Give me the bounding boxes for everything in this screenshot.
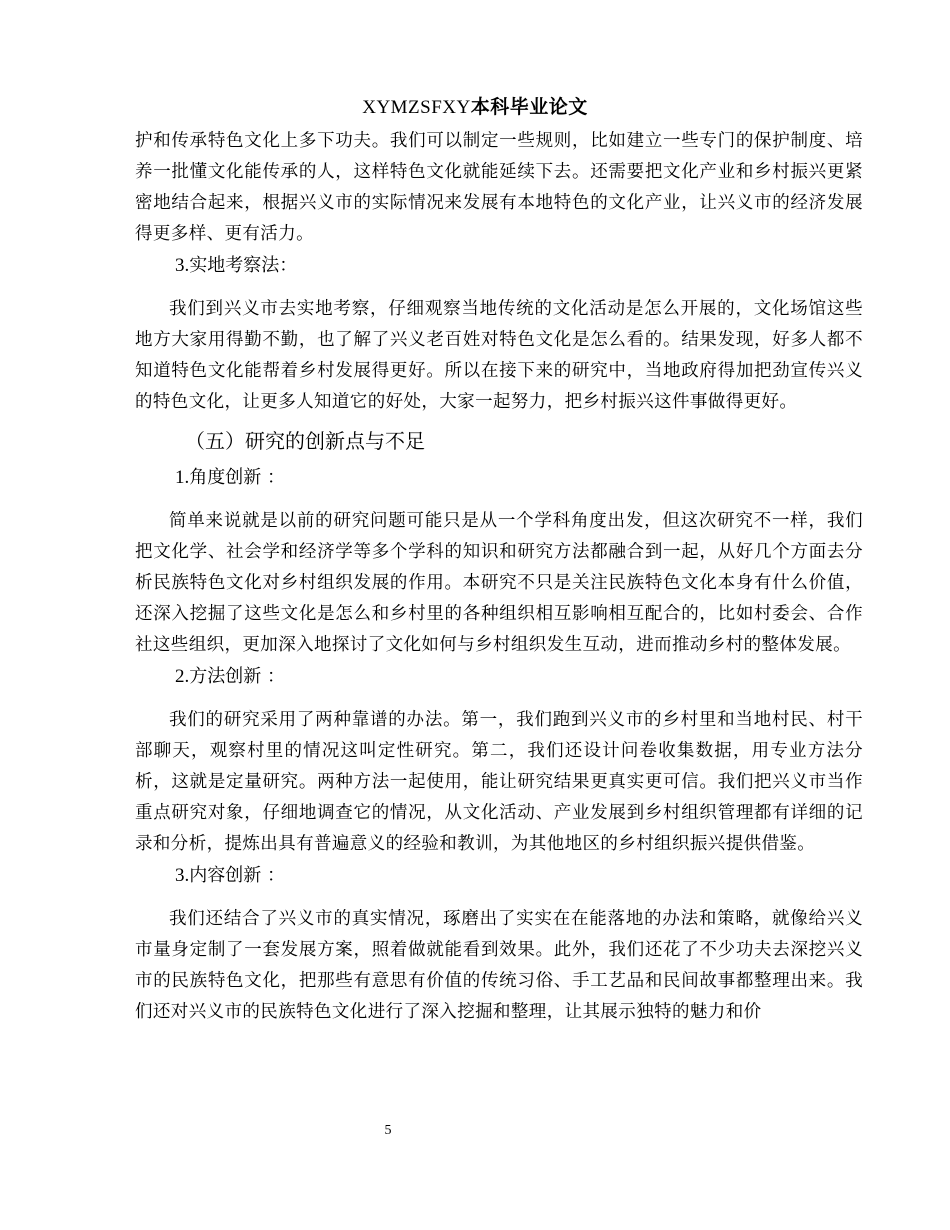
content-title: 内容创新 ： <box>189 865 285 886</box>
field-study-paragraph: 我们到兴义市去实地考察，仔细观察当地传统的文化活动是怎么开展的，文化场馆这些地方大家用得勤不勤，也了解了兴义老百姓对特色文化是怎么看的。结果发现，好多人都不知道特色文化能帮着乡村发展得更好。所以在接下来的研究中，当地政府得加把劲宣传兴义的特色文化，让更多人知道它的好处，大家一起努力，把乡村振兴这件事做得更好。 <box>135 299 863 412</box>
field-study-title: 实地考察法： <box>189 255 298 276</box>
method-paragraph: 我们的研究采用了两种靠谱的办法。第一，我们跑到兴义市的乡村里和当地村民、村干部聊天，观察村里的情况这叫定性研究。第二，我们还设计问卷收集数据，用专业方法分析，这就是定量研究。两种方法一起使用，能让研究结果更真实更可信。我们把兴义市当作重点研究对象，仔细地调查它的情况，从文化活动、产业发展到乡村组织管理都有详细的记录和分析，提炼出具有普遍意义的经验和教训，为其他地区的乡村组织振兴提供借鉴。 <box>135 710 863 854</box>
header-title: 本科毕业论文 <box>470 96 588 118</box>
content-number: 3. <box>175 865 190 886</box>
method-title: 方法创新 ： <box>189 666 285 687</box>
field-study-number: 3. <box>175 255 190 276</box>
angle-title: 角度创新 ： <box>189 467 285 488</box>
content-paragraph: 我们还结合了兴义市的真实情况，琢磨出了实实在在能落地的办法和策略，就像给兴义市量身定制了一套发展方案，照着做就能看到效果。此外，我们还花了不少功夫去深挖兴义市的民族特色文化，把那些有意思有价值的传统习俗、手工艺品和民间故事都整理出来。我们还对兴义市的民族特色文化进行了深入挖掘和整理，让其展示独特的魅力和价 <box>135 909 863 1022</box>
method-number: 2. <box>175 666 190 687</box>
angle-number: 1. <box>175 467 190 488</box>
page-header <box>0 92 950 119</box>
page-number: 5 <box>384 1123 392 1138</box>
header-code: XYMZSFXY <box>362 97 471 118</box>
content-heading <box>135 862 863 890</box>
angle-heading <box>135 464 863 492</box>
document-body <box>135 126 863 1028</box>
field-study-heading <box>135 252 863 280</box>
innovation-section-title: （五）研究的创新点与不足 <box>185 429 425 453</box>
method-heading <box>135 663 863 691</box>
intro-paragraph: 护和传承特色文化上多下功夫。我们可以制定一些规则，比如建立一些专门的保护制度、培养一批懂文化能传承的人，这样特色文化就能延续下去。还需要把文化产业和乡村振兴更紧密地结合起来，根据兴义市的实际情况来发展有本地特色的文化产业，让兴义市的经济发展得更多样、更有活力。 <box>135 131 863 244</box>
angle-paragraph: 简单来说就是以前的研究问题可能只是从一个学科角度出发，但这次研究不一样，我们把文化学、社会学和经济学等多个学科的知识和研究方法都融合到一起，从好几个方面去分析民族特色文化对乡村组织发展的作用。本研究不只是关注民族特色文化本身有什么价值，还深入挖掘了这些文化是怎么和乡村里的各种组织相互影响相互配合的，比如村委会、合作社这些组织，更加深入地探讨了文化如何与乡村组织发生互动，进而推动乡村的整体发展。 <box>135 511 863 655</box>
